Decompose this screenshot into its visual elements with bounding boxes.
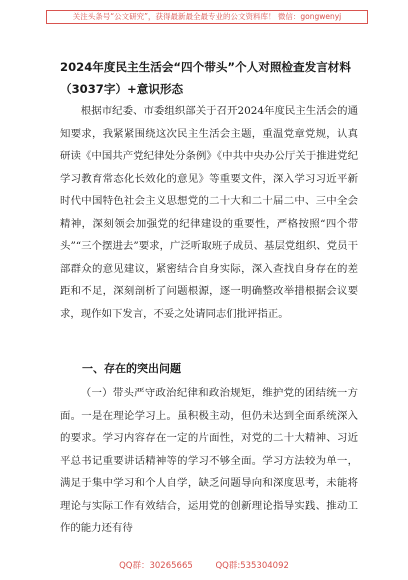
section-heading: 一、存在的突出问题: [82, 362, 181, 375]
promo-banner: 关注头条号“公文研究”，获得最新最全最专业的公文资料库！ 微信：gongwenyj: [46, 10, 368, 24]
qq-group-2: QQ群:535304092: [215, 561, 289, 571]
qq-group-1: QQ群：30265665: [119, 561, 193, 571]
section-paragraph: （一）带头严守政治纪律和政治规矩，维护党的团结统一方面。一是在理论学习上。虽积极主动，但仍未达到全面系统深入的要求。学习内容存在一定的片面性，对党的二十大精神、习近平总书记重要讲话精神等的学习不够全面。学习方法较为单一，满足于集中学习和个人自学，缺乏问题导向和深度思考，未能将理论与实际工作有效结合，运用党的创新理论指导实践、推动工作的能力还有待: [60, 387, 358, 534]
document-title: 2024年度民主生活会“四个带头”个人对照检查发言材料（3037字）+意识形态: [60, 60, 351, 96]
intro-paragraph: 根据市纪委、市委组织部关于召开2024年度民主生活会的通知要求，我紧紧围绕这次民主生活会主题，重温党章党规，认真研读《中国共产党纪律处分条例》《中共中央办公厅关于推进党纪学习教育常态化长效化的意见》等重要文件，深入学习习近平新时代中国特色社会主义思想党的二十大和二十届二中、三中全会精神，深刻领会加强党的纪律建设的重要性，严格按照“四个带头”“三个摆进去”要求，广泛听取班子成员、基层党组织、党员干部群众的意见建议，紧密结合自身实际，深入查找自身存在的差距和不足，深刻剖析了问题根源，逐一明确整改举措根据会议要求，现作如下发言，不妥之处请同志们批评指正。: [60, 105, 358, 320]
footer-contact: [0, 560, 408, 572]
